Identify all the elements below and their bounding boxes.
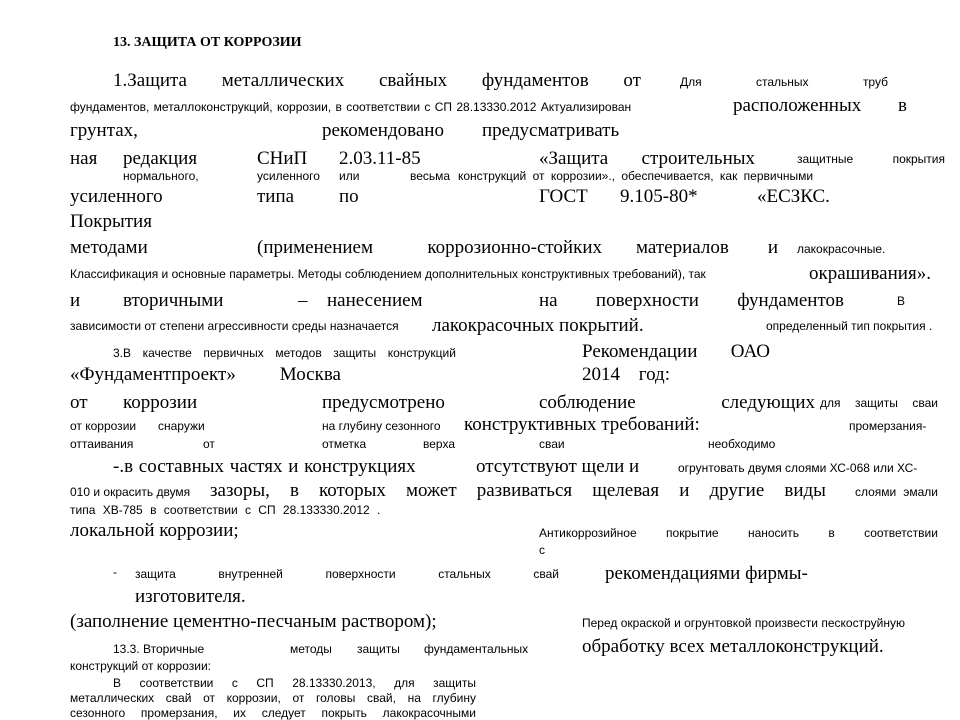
text-line: [70, 365, 341, 384]
word: зазоры,: [210, 480, 270, 501]
word: 28.13330.2013,: [292, 676, 376, 690]
text-line: [855, 486, 938, 498]
text-line: отметка: [322, 437, 367, 451]
text-line: локальной коррозии;: [70, 520, 239, 541]
word: может: [405, 480, 457, 501]
text-line: ная: [70, 148, 98, 169]
word: Антикоррозийное: [539, 526, 637, 540]
word: глубину: [432, 691, 476, 705]
word: защиты: [333, 346, 377, 360]
text-line: СНиП: [257, 148, 308, 169]
word: для: [394, 676, 415, 690]
text-line: грунтах,: [70, 120, 138, 141]
text-line: Покрытия: [70, 211, 152, 232]
text-line: [539, 527, 938, 539]
text-line: оттаивания: [70, 437, 134, 451]
word: коррозионно-стойких: [427, 237, 602, 258]
text-line: [539, 393, 815, 412]
word: свайных: [378, 70, 448, 91]
word: 1.Защита: [113, 70, 187, 91]
word: конструкций: [387, 346, 456, 360]
text-line: изготовителя.: [135, 586, 246, 607]
text-line: редакция: [123, 148, 198, 169]
text-line: лакокрасочных покрытий.: [432, 315, 644, 336]
word: (применением: [257, 237, 374, 258]
word: 2014: [582, 364, 620, 385]
text-line: [257, 238, 602, 257]
word: развиваться: [476, 480, 573, 501]
text-line: [820, 397, 938, 409]
text-line: усиленного: [257, 169, 320, 183]
text-line: нанесением: [327, 290, 423, 311]
word: фундаментов: [481, 70, 589, 91]
word: Для: [680, 75, 702, 89]
text-line: «ЕСЗКС.: [757, 186, 830, 207]
text-line: от коррозии: [70, 419, 137, 433]
text-line: предусмотрено: [322, 392, 445, 413]
word: на: [539, 290, 558, 311]
text-line: типа ХВ-785 в соответствии с СП 28.133330.2012 .: [70, 503, 381, 517]
word: в: [289, 480, 299, 501]
word: от: [292, 691, 305, 705]
word: сезонного: [70, 706, 126, 720]
text-line: [539, 291, 844, 310]
text-line: 2.03.11-85: [339, 148, 421, 169]
text-line: 13.3. Вторичные: [113, 642, 205, 656]
text-line: [636, 238, 778, 257]
text-line: ГОСТ: [539, 186, 588, 207]
word: которых: [319, 480, 386, 501]
text-line: [733, 96, 907, 115]
text-line: [70, 692, 476, 704]
word: материалов: [636, 237, 729, 258]
word: с: [231, 676, 238, 690]
word: для: [820, 396, 841, 410]
word: методов: [275, 346, 322, 360]
text-line: на глубину сезонного: [322, 419, 441, 433]
text-line: от: [70, 392, 88, 413]
text-line: с: [539, 543, 545, 557]
word: стальных: [756, 75, 809, 89]
word: от: [623, 70, 641, 91]
text-line: (заполнение цементно-песчаным раствором);: [70, 611, 437, 632]
text-line: [113, 347, 456, 359]
text-line: рекомендациями фирмы-: [605, 563, 808, 584]
word: в: [828, 526, 835, 540]
word: слоями: [855, 485, 897, 499]
text-line: обработку всех металлоконструкций.: [582, 636, 884, 657]
text-line: конструктивных требований:: [464, 414, 700, 435]
text-line: промерзания-: [849, 419, 927, 433]
word: поверхности: [595, 290, 699, 311]
word: свай,: [366, 691, 396, 705]
text-line: [70, 707, 476, 719]
text-line: и: [70, 290, 81, 311]
word: В: [113, 676, 122, 690]
word: качестве: [142, 346, 192, 360]
word: следующих: [721, 392, 815, 413]
word: защиты: [855, 396, 898, 410]
word: другие: [709, 480, 765, 501]
word: сваи: [912, 396, 938, 410]
word: металлических: [70, 691, 155, 705]
text-line: Классификация и основные параметры. Методы соблюдением дополнительных конструктивных требований), так: [70, 267, 706, 281]
word: следует: [261, 706, 306, 720]
text-line: методами: [70, 237, 148, 258]
word: первичных: [203, 346, 264, 360]
word: покрыть: [321, 706, 367, 720]
text-line: отсутствуют щели и: [476, 456, 640, 477]
text-line: -: [113, 565, 117, 579]
word: металлических: [221, 70, 345, 91]
text-line: конструкций от коррозии:: [70, 659, 212, 673]
text-line: усиленного: [70, 186, 163, 207]
text-line: типа: [257, 186, 295, 207]
text-line: методы: [290, 642, 332, 656]
word: и: [679, 480, 690, 501]
text-line: снаружи: [158, 419, 205, 433]
word: наносить: [747, 526, 800, 540]
word: поверхности: [325, 567, 396, 581]
word: СП: [256, 676, 274, 690]
word: строительных: [641, 148, 755, 169]
text-line: защиты: [357, 642, 400, 656]
text-line: нормального,: [123, 169, 199, 183]
word: фундаментов: [737, 290, 844, 311]
text-line: [113, 677, 476, 689]
text-line: [539, 149, 755, 168]
word: защитные: [797, 152, 854, 166]
text-line: огрунтовать двумя слоями ХС-068 или ХС-: [678, 461, 918, 475]
text-line: вторичными: [123, 290, 224, 311]
text-line: коррозии: [123, 392, 198, 413]
text-line: или: [339, 169, 360, 183]
text-line: [582, 365, 670, 384]
word: стальных: [438, 567, 491, 581]
text-line: –: [298, 290, 308, 311]
word: внутренней: [218, 567, 283, 581]
text-line: [680, 76, 888, 88]
word: их: [233, 706, 246, 720]
word: защиты: [433, 676, 476, 690]
word: свай: [165, 691, 192, 705]
word: Рекомендации: [582, 341, 698, 362]
text-line: фундаментов, металлоконструкций, коррозии, в соответствии с СП 28.13330.2012 Актуализирован: [70, 100, 632, 114]
word: год:: [638, 364, 670, 385]
text-line: 9.105-80*: [620, 186, 698, 207]
word: Москва: [279, 364, 341, 385]
word: «Защита: [539, 148, 609, 169]
word: от: [203, 691, 215, 705]
text-line: [135, 568, 559, 580]
word: «Фундаментпроект»: [70, 364, 236, 385]
word: коррозии,: [226, 691, 281, 705]
text-line: от: [203, 437, 215, 451]
word: лакокрасочными: [382, 706, 476, 720]
text-line: [210, 481, 826, 500]
text-line: [797, 153, 945, 165]
word: головы: [315, 691, 356, 705]
word: покрытие: [666, 526, 719, 540]
word: на: [407, 691, 421, 705]
word: эмали: [903, 485, 938, 499]
text-line: рекомендовано: [322, 120, 444, 141]
word: соответствии: [864, 526, 938, 540]
text-line: предусматривать: [482, 120, 620, 141]
text-line: сваи: [539, 437, 565, 451]
text-line: фундаментальных: [424, 642, 529, 656]
page-title: 13. ЗАЩИТА ОТ КОРРОЗИИ: [113, 35, 302, 50]
word: виды: [784, 480, 826, 501]
text-line: лакокрасочные.: [797, 242, 886, 256]
text-line: [582, 342, 770, 361]
text-line: весьма: [410, 169, 451, 183]
word: расположенных: [733, 95, 862, 116]
word: свай: [533, 567, 559, 581]
text-line: по: [339, 186, 359, 207]
word: 3.В: [113, 346, 132, 360]
text-line: определенный тип покрытия .: [766, 319, 933, 333]
word: и: [767, 237, 778, 258]
text-line: конструкций от коррозии»., обеспечивается, как первичными: [458, 169, 814, 183]
word: покрытия: [892, 152, 945, 166]
text-line: 010 и окрасить двумя: [70, 485, 191, 499]
text-line: окрашивания».: [809, 263, 931, 284]
text-line: Перед окраской и огрунтовкой произвести пескоструйную: [582, 616, 905, 630]
word: в: [898, 95, 907, 116]
word: защита: [135, 567, 176, 581]
word: труб: [862, 75, 888, 89]
text-line: -.в составных частях и конструкциях: [113, 456, 416, 477]
text-line: зависимости от степени агрессивности среды назначается: [70, 319, 399, 333]
word: промерзания,: [140, 706, 218, 720]
text-line: необходимо: [708, 437, 776, 451]
word: соответствии: [139, 676, 214, 690]
text-line: В: [897, 294, 906, 308]
word: ОАО: [730, 341, 770, 362]
word: соблюдение: [539, 392, 636, 413]
text-line: [113, 71, 641, 90]
text-line: верха: [423, 437, 455, 451]
word: щелевая: [592, 480, 660, 501]
